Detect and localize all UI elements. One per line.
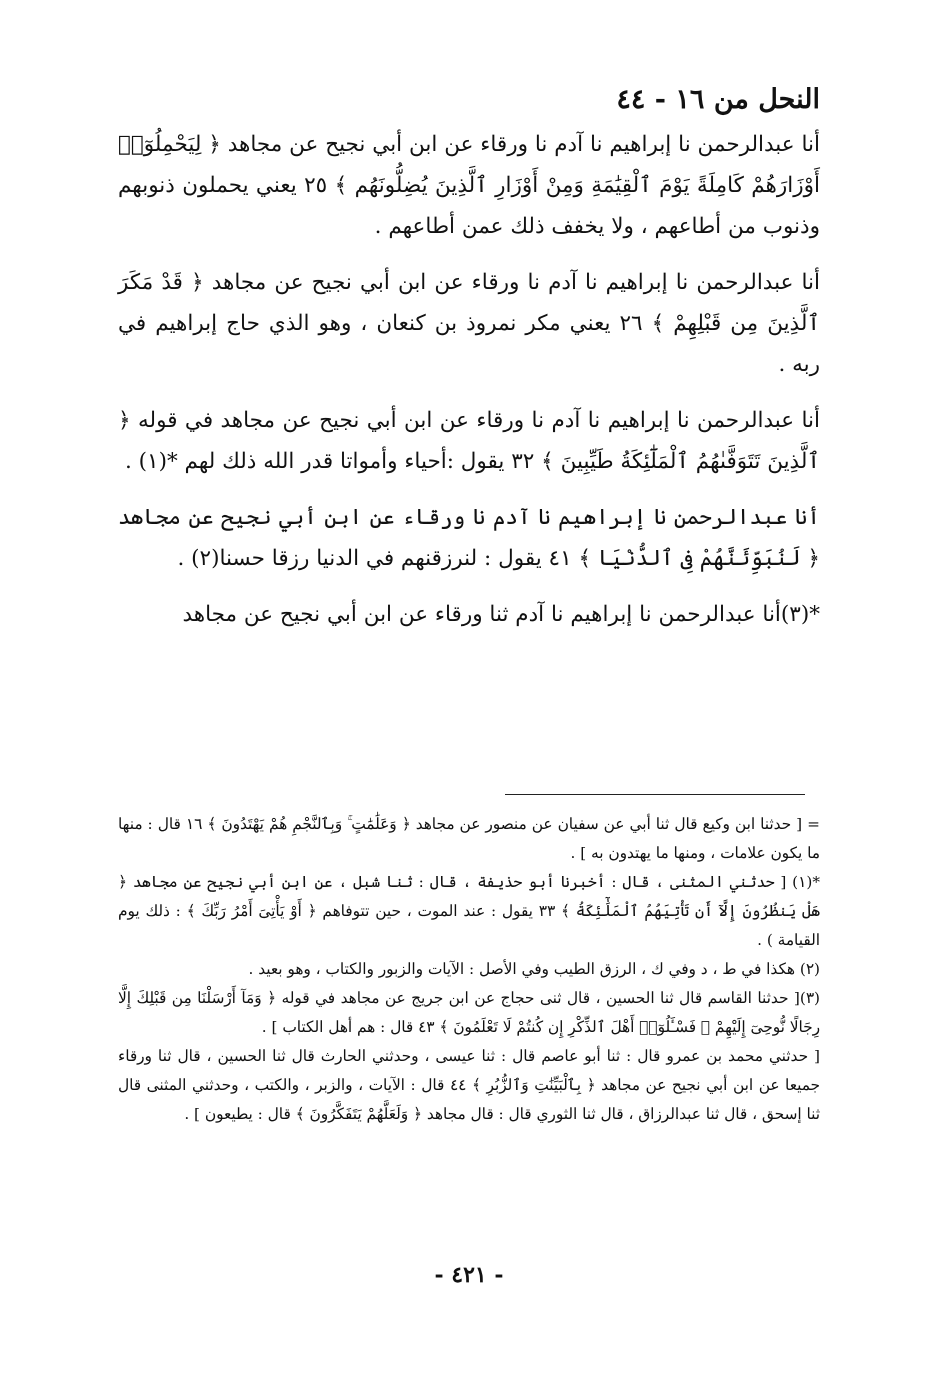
page-number: - ٤٢١ - (434, 1262, 504, 1288)
page-header: النحل من ١٦ - ٤٤ (616, 84, 820, 115)
footnote: (٣)[ حدثنا القاسم قال ثنا الحسين ، قال ثنى حجاج عن ابن جريج عن مجاهد في قوله ﴿ وَمَآ أَرْسَلْنَا مِن قَبْلِكَ إِلَّا رِجَالًا نُّوحِىٓ إِلَيْهِمْ ۚ فَسْـَٔلُوٓا۟ أَهْلَ ٱلذِّكْرِ إِن كُنتُمْ لَا تَعْلَمُونَ ﴾ ٤٣ قال : هم أهل الكتاب ] . (118, 989, 820, 1036)
paragraph: أنا عبدالرحمن نا إبراهيم نا آدم نا ورقاء عن ابن أبي نجيح عن مجاهد ﴿ لِيَحْمِلُوٓا۟ أَوْزَارَهُمْ كَامِلَةً يَوْمَ ٱلْقِيَٰمَةِ وَمِنْ أَوْزَارِ ٱلَّذِينَ يُضِلُّونَهُم ﴾ ٢٥ يعني يحملون ذنوبهم وذنوب من أطاعهم ، ولا يخفف ذلك عمن أطاعهم . (118, 132, 820, 239)
paragraph: *(٣)أنا عبدالرحمن نا إبراهيم نا آدم ثنا ورقاء عن ابن أبي نجيح عن مجاهد (182, 602, 820, 627)
footnote: *(١) [ حدثني المثنى ، قال : أخبرنا أبو حذيفة ، قال : ثنا شبل ، عن ابن أبي نجيح عن مجاهد ﴿ هَلْ يَنظُرُونَ إِلَّآ أَن تَأْتِيَهُمُ ٱلْمَلَٰٓئِكَةُ ﴾ ٣٣ يقول : عند الموت ، حين تتوفاهم ﴿ أَوْ يَأْتِىَ أَمْرُ رَبِّكَ ﴾ : ذلك يوم القيامة ) . (118, 873, 820, 949)
footnotes (118, 810, 820, 1129)
footnote: = [ حدثنا ابن وكيع قال ثنا أبي عن سفيان عن منصور عن مجاهد ﴿ وَعَلَٰمَٰتٍ ۚ وَبِٱلنَّجْمِ هُمْ يَهْتَدُونَ ﴾ ١٦ قال : منها ما يكون علامات ، ومنها ما يهتدون به ] . (118, 815, 820, 862)
footnote: (٢) هكذا في ط ، د وفي ك ، الرزق الطيب وفي الأصل : الآيات والزبور والكتاب ، وهو بعيد . (248, 960, 820, 978)
paragraph: أنا عبدالرحمن نا إبراهيم نا آدم نا ورقاء عن ابن أبي نجيح عن مجاهد ﴿ قَدْ مَكَرَ ٱلَّذِينَ مِن قَبْلِهِمْ ﴾ ٢٦ يعني مكر نمروذ بن كنعان ، وهو الذي حاج إبراهيم في ربه . (118, 270, 820, 377)
footnote-divider (505, 794, 805, 795)
paragraph: أنا عبدالرحمن نا إبراهيم نا آدم نا ورقاء عن ابن أبي نجيح عن مجاهد في قوله ﴿ ٱلَّذِينَ تَتَوَفَّىٰهُمُ ٱلْمَلَٰٓئِكَةُ طَيِّبِينَ ﴾ ٣٢ يقول :أحياء وأمواتا قدر الله ذلك لهم *(١) . (118, 408, 820, 474)
footnote: [ حدثني محمد بن عمرو قال : ثنا أبو عاصم قال : ثنا عيسى ، وحدثني الحارث قال ثنا الحسين ، قال ثنا ورقاء جميعا عن ابن أبي نجيح عن مجاهد ﴿ بِٱلْبَيِّنَٰتِ وَٱلزُّبُرِ ﴾ ٤٤ قال : الآيات ، والزبر ، والكتب ، وحدثني المثنى قال ثنا إسحق ، قال ثنا عبدالرزاق ، قال ثنا الثوري قال : قال مجاهد ﴿ وَلَعَلَّهُمْ يَتَفَكَّرُونَ ﴾ قال : يطيعون ] . (118, 1047, 821, 1123)
main-text (118, 124, 820, 635)
paragraph: أنا عبدالرحمن نا إبراهيم نا آدم نا ورقاء عن ابن أبي نجيح عن مجاهد ﴿ لَنُبَوِّئَنَّهُمْ فِى ٱلدُّنْيَا ﴾ ٤١ يقول : لنرزقنهم في الدنيا رزقا حسنا(٢) . (118, 505, 820, 571)
